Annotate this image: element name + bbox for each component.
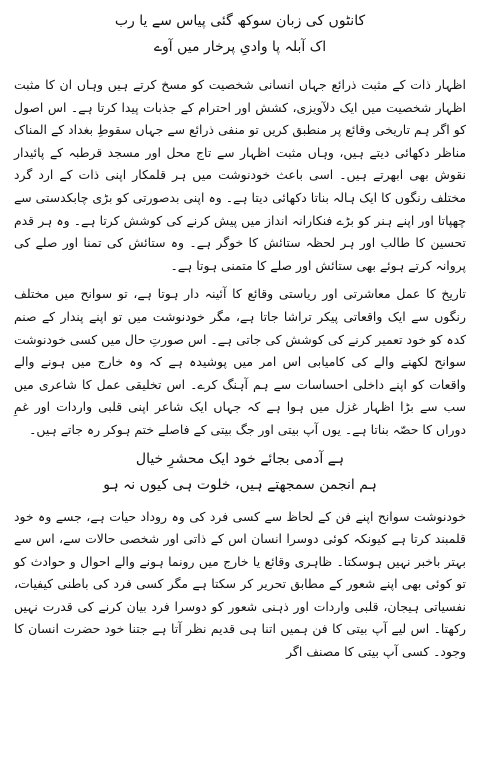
couplet-top bbox=[14, 8, 466, 60]
document-page bbox=[14, 6, 466, 762]
couplet-middle-line-2: ہم انجمن سمجھتے ہیں، خلوت ہی کیوں نہ ہو bbox=[103, 476, 377, 493]
paragraph-3: خودنوشت سوانح اپنے فن کے لحاظ سے کسی فرد کی وہ روداد حیات ہے، جسے وہ خود قلمبند کرتا ہے کیونکہ کوئی دوسرا انسان اس کے ذاتی اور شخصی حالات سے، اس سے بہتر باخبر نہیں ہوسکتا۔ ظاہری وقائع یا خارج میں رونما ہونے والے احوال و حوادث کو تو کوئی بھی اپنے شعور کے مطابق تحریر کر سکتا ہے مگر کسی فرد کی باطنی کیفیات، نفسیاتی ہیجان، قلبی واردات اور ذہنی شعور کو دوسرا فرد بیان کرنے کی قدرت نہیں رکھتا۔ اس لیے آپ بیتی کا فن ہمیں اتنا ہی قدیم نظر آتا ہے جتنا خود حضرت انسان کا وجود۔ کسی آپ بیتی کا مصنف اگر bbox=[14, 508, 466, 660]
couplet-top-line-2: اک آبلہ پا وادیِ پرخار میں آوے bbox=[153, 39, 327, 55]
paragraph-2: تاریخ کا عمل معاشرتی اور ریاستی وقائع کا آئینہ دار ہوتا ہے، تو سوانح میں مختلف رنگوں سے ایک واقعاتی پیکر تراشا جاتا ہے، مگر خودنوشت میں تو اپنے پندار کے صنم کدہ کو خود تعمیر کرنے کی کوشش کی جاتی ہے۔ اس صورتِ حال میں کسی خودنوشت سوانح لکھنے والے کی کامیابی اس امر میں پوشیدہ ہے کہ وہ خارج میں ہونے والے واقعات کو اپنے داخلی احساسات سے ہم آہنگ کرے۔ اس تخلیقی عمل کا شاعری میں سب سے بڑا اظہار غزل میں ہوا ہے کہ جہاں ایک شاعر اپنی قلبی واردات اور غمِ دوراں کا حصّہ بناتا ہے۔ یوں آپ بیتی اور جگ بیتی کے فاصلے ختم ہوکر رہ جاتے ہیں۔ bbox=[14, 286, 466, 437]
couplet-middle bbox=[14, 446, 466, 498]
couplet-middle-line-1: ہے آدمی بجائے خود ایک محشرِ خیال bbox=[135, 450, 345, 467]
paragraph-1: اظہار ذات کے مثبت ذرائع جہاں انسانی شخصیت کو مسخ کرتے ہیں وہاں ان کا مثبت اظہار شخصیت میں ایک دلآویزی، کشش اور احترام کے جذبات پیدا کرتا ہے۔ اس اصول کو اگر ہم تاریخی وقائع پر منطبق کریں تو منفی ذرائع سے جہاں سقوطِ بغداد کے المناک مناظر دکھائی دیتے ہیں، وہاں مثبت اظہار سے تاج محل اور مسجد قرطبہ کے پائیدار نقوش بھی ابھرتے ہیں۔ اسی باعث خودنوشت میں ہر قلمکار اپنی ذات کے ارد گرد مختلف رنگوں کا ایک ہالہ بناتا دکھائی دیتا ہے۔ وہ اپنی بدصورتی کو بڑی چابکدستی سے چھپاتا اور اپنے ہنر کو بڑے فنکارانہ انداز میں پیش کرنے کی کوشش کرتا ہے۔ وہ ہر قدم تحسین کا طالب اور ہر لحظہ ستائش کا خوگر ہے۔ وہ ستائش کی تمنا اور صلے کی پروانہ کرتے ہوئے بھی ستائش اور صلے کا متمنی ہوتا ہے۔ bbox=[14, 77, 466, 273]
couplet-top-line-1: کانٹوں کی زبان سوکھ گئی پیاس سے یا رب bbox=[114, 13, 366, 29]
